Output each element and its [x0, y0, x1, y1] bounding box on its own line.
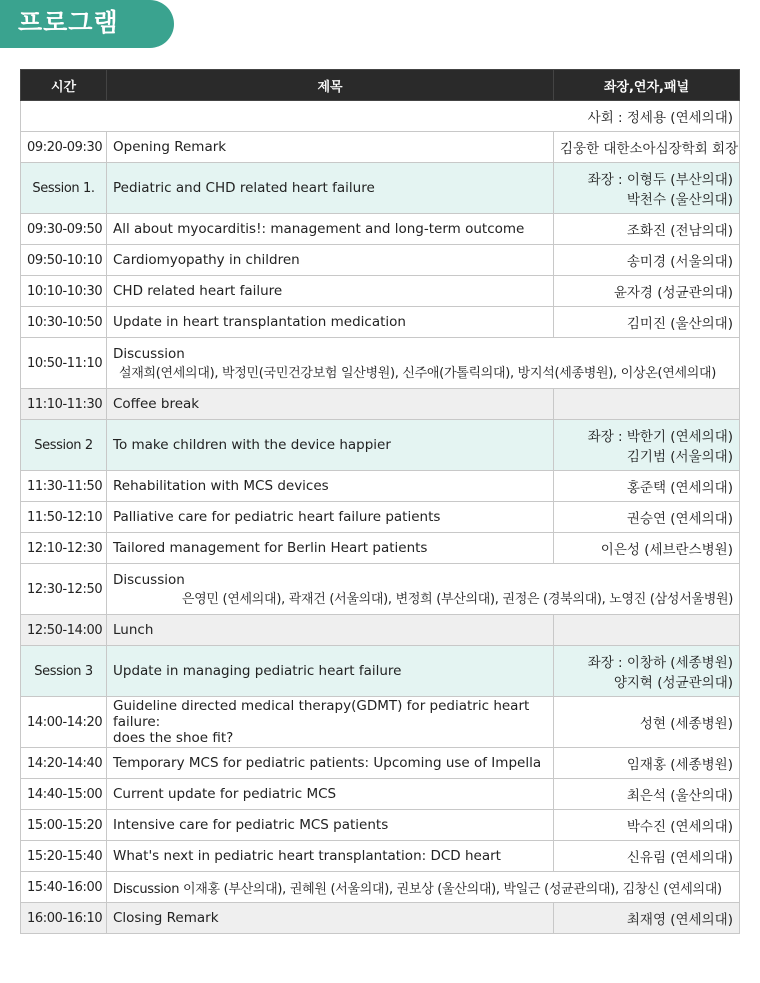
table-row	[21, 132, 740, 163]
header-speaker: 좌장,연자,패널	[554, 70, 740, 101]
time-cell: 12:50-14:00	[21, 615, 107, 646]
discussion-cell	[107, 338, 740, 389]
chair-1: 좌장 : 이형두 (부산의대)	[587, 172, 733, 188]
chair-2: 양지혁 (성균관의대)	[613, 675, 733, 691]
discussion-label: Discussion	[113, 571, 185, 588]
discussion-row	[21, 338, 740, 389]
time-cell: 10:50-11:10	[21, 338, 107, 389]
time-cell: 15:20-15:40	[21, 841, 107, 872]
program-table	[20, 69, 740, 934]
session-row	[21, 646, 740, 697]
discussion-panel: 은영민 (연세의대), 곽재건 (서울의대), 변정희 (부산의대), 권정은 (경북의대), 노영진 (삼성서울병원)	[181, 591, 733, 607]
title-cell: Current update for pediatric MCS	[107, 779, 554, 810]
title-cell: Closing Remark	[107, 903, 554, 934]
table-row	[21, 276, 740, 307]
discussion-label: Discussion	[113, 345, 185, 362]
discussion-row	[21, 872, 740, 903]
session-chairs	[554, 646, 740, 697]
session-row	[21, 163, 740, 214]
table-row	[21, 779, 740, 810]
session-label: Session 1.	[21, 163, 107, 214]
table-row	[21, 533, 740, 564]
title-cell: Coffee break	[107, 389, 554, 420]
time-cell: 11:10-11:30	[21, 389, 107, 420]
time-cell: 11:50-12:10	[21, 502, 107, 533]
moderator: 사회 : 정세용 (연세의대)	[21, 101, 740, 132]
discussion-row	[21, 564, 740, 615]
chair-2: 김기범 (서울의대)	[626, 449, 733, 465]
break-row	[21, 615, 740, 646]
title-cell: Intensive care for pediatric MCS patients	[107, 810, 554, 841]
speaker-cell: 최은석 (울산의대)	[554, 779, 740, 810]
title-cell	[107, 697, 554, 748]
table-row	[21, 245, 740, 276]
time-cell: 09:50-10:10	[21, 245, 107, 276]
discussion-panel: 이재홍 (부산의대), 권혜원 (서울의대), 권보상 (울산의대), 박일근 (성균관의대), 김창신 (연세의대)	[182, 881, 722, 897]
table-header-row	[21, 70, 740, 101]
title-cell: Opening Remark	[107, 132, 554, 163]
session-row	[21, 420, 740, 471]
break-row	[21, 903, 740, 934]
page-title: 프로그램	[0, 0, 174, 48]
chair-1: 좌장 : 박한기 (연세의대)	[587, 429, 733, 445]
speaker-cell: 이은성 (세브란스병원)	[554, 533, 740, 564]
discussion-cell	[107, 872, 740, 903]
session-title: Update in managing pediatric heart failure	[107, 646, 554, 697]
title-line-1: Guideline directed medical therapy(GDMT) for pediatric heart failure:	[113, 698, 530, 730]
speaker-cell: 김웅한 대한소아심장학회 회장	[554, 132, 740, 163]
session-label: Session 2	[21, 420, 107, 471]
time-cell: 14:20-14:40	[21, 748, 107, 779]
speaker-cell: 홍준택 (연세의대)	[554, 471, 740, 502]
time-cell: 12:30-12:50	[21, 564, 107, 615]
break-row	[21, 389, 740, 420]
speaker-cell: 성현 (세종병원)	[554, 697, 740, 748]
chair-1: 좌장 : 이창하 (세종병원)	[587, 655, 733, 671]
header-title: 제목	[107, 70, 554, 101]
header-time: 시간	[21, 70, 107, 101]
session-chairs	[554, 420, 740, 471]
moderator-row	[21, 101, 740, 132]
session-title: Pediatric and CHD related heart failure	[107, 163, 554, 214]
table-row	[21, 214, 740, 245]
title-cell: Palliative care for pediatric heart failure patients	[107, 502, 554, 533]
speaker-cell: 송미경 (서울의대)	[554, 245, 740, 276]
time-cell: 10:30-10:50	[21, 307, 107, 338]
discussion-cell	[107, 564, 740, 615]
table-row	[21, 471, 740, 502]
speaker-cell: 조화진 (전남의대)	[554, 214, 740, 245]
title-cell: Temporary MCS for pediatric patients: Upcoming use of Impella	[107, 748, 554, 779]
discussion-label: Discussion	[113, 881, 180, 897]
speaker-cell	[554, 389, 740, 420]
table-row	[21, 748, 740, 779]
title-cell: Lunch	[107, 615, 554, 646]
table-row	[21, 502, 740, 533]
chair-2: 박천수 (울산의대)	[626, 192, 733, 208]
table-row	[21, 697, 740, 748]
speaker-cell: 최재영 (연세의대)	[554, 903, 740, 934]
time-cell: 14:00-14:20	[21, 697, 107, 748]
discussion-panel: 설재희(연세의대), 박정민(국민건강보험 일산병원), 신주애(가톨릭의대), 방지석(세종병원), 이상온(연세의대)	[119, 365, 717, 381]
time-cell: 09:20-09:30	[21, 132, 107, 163]
time-cell: 09:30-09:50	[21, 214, 107, 245]
speaker-cell	[554, 615, 740, 646]
title-cell: Update in heart transplantation medication	[107, 307, 554, 338]
speaker-cell: 신유림 (연세의대)	[554, 841, 740, 872]
session-chairs	[554, 163, 740, 214]
speaker-cell: 임재홍 (세종병원)	[554, 748, 740, 779]
table-row	[21, 841, 740, 872]
time-cell: 16:00-16:10	[21, 903, 107, 934]
title-cell: Rehabilitation with MCS devices	[107, 471, 554, 502]
time-cell: 11:30-11:50	[21, 471, 107, 502]
session-label: Session 3	[21, 646, 107, 697]
speaker-cell: 김미진 (울산의대)	[554, 307, 740, 338]
title-cell: Tailored management for Berlin Heart patients	[107, 533, 554, 564]
title-line-2: does the shoe fit?	[113, 730, 234, 746]
title-cell: Cardiomyopathy in children	[107, 245, 554, 276]
table-row	[21, 810, 740, 841]
time-cell: 15:00-15:20	[21, 810, 107, 841]
time-cell: 12:10-12:30	[21, 533, 107, 564]
time-cell: 10:10-10:30	[21, 276, 107, 307]
title-cell: What's next in pediatric heart transplantation: DCD heart	[107, 841, 554, 872]
title-cell: CHD related heart failure	[107, 276, 554, 307]
title-cell: All about myocarditis!: management and long-term outcome	[107, 214, 554, 245]
speaker-cell: 권승연 (연세의대)	[554, 502, 740, 533]
table-row	[21, 307, 740, 338]
session-title: To make children with the device happier	[107, 420, 554, 471]
speaker-cell: 윤자경 (성균관의대)	[554, 276, 740, 307]
time-cell: 14:40-15:00	[21, 779, 107, 810]
time-cell: 15:40-16:00	[21, 872, 107, 903]
speaker-cell: 박수진 (연세의대)	[554, 810, 740, 841]
